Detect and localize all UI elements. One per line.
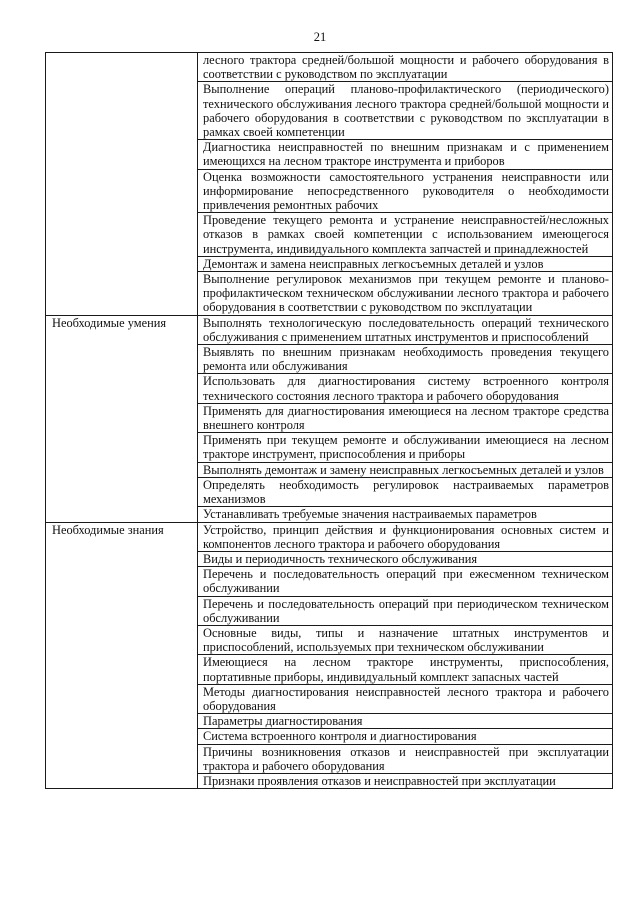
requirement-item: Методы диагностирования неисправностей лесного трактора и рабочего оборудования <box>198 684 613 713</box>
requirement-item: Система встроенного контроля и диагностирования <box>198 729 613 744</box>
requirement-item: Параметры диагностирования <box>198 714 613 729</box>
requirement-item: Выполнение операций планово-профилактического (периодического) технического обслуживания лесного трактора средней/большой мощности и рабочего оборудования в соответствии с руководством по эксплуатации в рамках своей компетенции <box>198 82 613 140</box>
requirement-item: Виды и периодичность технического обслуживания <box>198 551 613 566</box>
requirement-item: Использовать для диагностирования систему встроенного контроля технического состояния лесного трактора и рабочего оборудования <box>198 374 613 403</box>
requirement-item: Выявлять по внешним признакам необходимость проведения текущего ремонта или обслуживания <box>198 345 613 374</box>
requirement-item: Выполнять технологическую последовательность операций технического обслуживания с применением штатных инструментов и приспособлений <box>198 315 613 344</box>
requirement-item: Применять при текущем ремонте и обслуживании имеющиеся на лесном тракторе инструмент, приспособления и приборы <box>198 433 613 462</box>
requirement-item: Проведение текущего ремонта и устранение неисправностей/несложных отказов в рамках своей компетенции с использованием имеющегося инструмента, индивидуального комплекта запчастей и принадлежностей <box>198 213 613 257</box>
requirement-item: Оценка возможности самостоятельного устранения неисправности или информирование непосредственного руководителя о необходимости привлечения ремонтных рабочих <box>198 169 613 213</box>
requirement-item: Демонтаж и замена неисправных легкосъемных деталей и узлов <box>198 256 613 271</box>
requirement-item: Признаки проявления отказов и неисправностей при эксплуатации <box>198 773 613 788</box>
table-row <box>46 315 613 344</box>
section-label: Необходимые умения <box>46 315 198 522</box>
requirement-item: лесного трактора средней/большой мощности и рабочего оборудования в соответствии с руководством по эксплуатации <box>198 53 613 82</box>
requirement-item: Основные виды, типы и назначение штатных инструментов и приспособлений, используемых при техническом обслуживании <box>198 625 613 654</box>
requirement-item: Перечень и последовательность операций при периодическом техническом обслуживании <box>198 596 613 625</box>
requirement-item: Устройство, принцип действия и функционирования основных систем и компонентов лесного трактора и рабочего оборудования <box>198 522 613 551</box>
table-row <box>46 522 613 551</box>
requirement-item: Имеющиеся на лесном тракторе инструменты, приспособления, портативные приборы, индивидуальный комплект запасных частей <box>198 655 613 684</box>
requirement-item: Причины возникновения отказов и неисправностей при эксплуатации трактора и рабочего оборудования <box>198 744 613 773</box>
requirement-item: Диагностика неисправностей по внешним признакам и с применением имеющихся на лесном тракторе инструмента и приборов <box>198 140 613 169</box>
table-body <box>46 53 613 789</box>
requirement-item: Выполнение регулировок механизмов при текущем ремонте и планово-профилактическом техническом обслуживании лесного трактора и рабочего оборудования в соответствии с руководством по эксплуатации <box>198 272 613 316</box>
section-label: Необходимые знания <box>46 522 198 789</box>
requirement-item: Устанавливать требуемые значения настраиваемых параметров <box>198 507 613 522</box>
requirement-item: Выполнять демонтаж и замену неисправных легкосъемных деталей и узлов <box>198 462 613 477</box>
table-row <box>46 53 613 82</box>
page-number: 21 <box>313 30 327 44</box>
requirement-item: Применять для диагностирования имеющиеся на лесном тракторе средства внешнего контроля <box>198 403 613 432</box>
requirement-item: Перечень и последовательность операций при ежесменном техническом обслуживании <box>198 567 613 596</box>
section-label <box>46 53 198 316</box>
competency-table <box>45 52 613 789</box>
requirement-item: Определять необходимость регулировок настраиваемых параметров механизмов <box>198 477 613 506</box>
